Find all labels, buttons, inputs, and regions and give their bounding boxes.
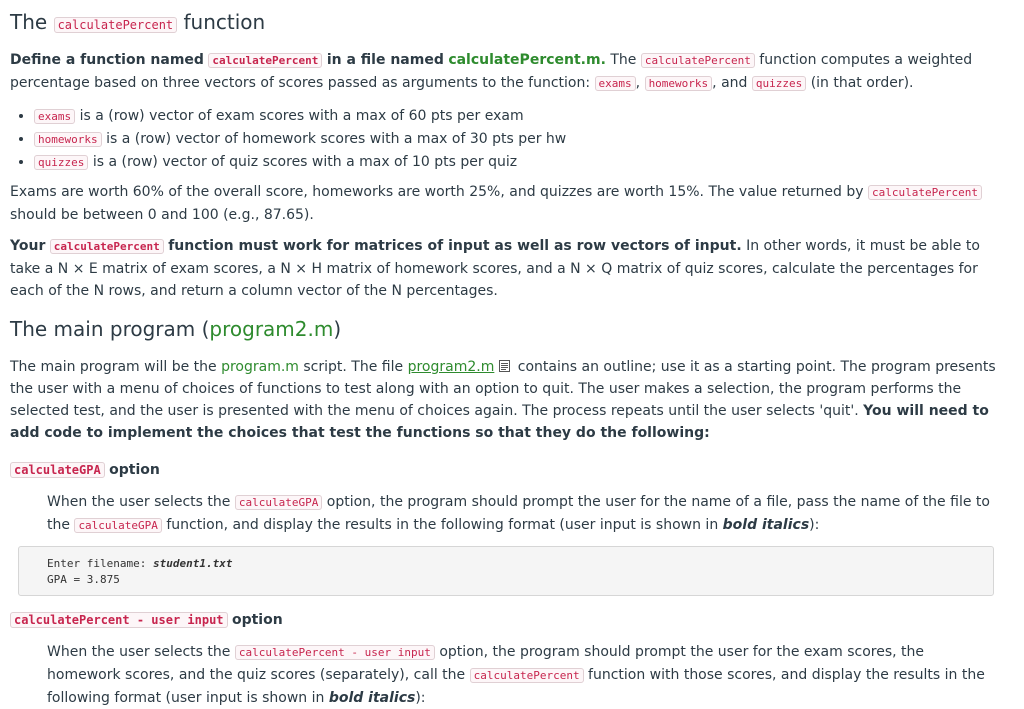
text: function, and display the results in the following format (user input is shown in [166, 517, 719, 533]
weights-paragraph [10, 181, 1000, 226]
inline-code: exams [595, 76, 636, 91]
heading-text: ) [333, 317, 342, 341]
list-item [34, 128, 1024, 151]
gpa-paragraph [47, 491, 997, 537]
text: function with those scores, and display the results in the following format (user input is shown in [47, 667, 985, 706]
text: , [635, 75, 641, 91]
intro-paragraph [10, 49, 1000, 95]
inline-code: calculatePercent [50, 239, 164, 254]
inline-code: quizzes [752, 76, 806, 91]
text: When the user selects the [47, 644, 231, 660]
bold-text: function must work for matrices of input as well as row vectors of input. [168, 238, 742, 254]
heading-text: The [10, 10, 48, 34]
pre-user-input: student1.txt [152, 557, 233, 570]
text: The main program will be the [10, 359, 217, 375]
bold-text: Your [10, 238, 46, 254]
text: The [610, 52, 637, 68]
inline-code: calculatePercent [208, 53, 322, 68]
option-label: option [231, 612, 283, 628]
intro-bold: Define a function named [10, 52, 204, 68]
inline-code: calculatePercent [641, 53, 755, 68]
text: When the user selects the [47, 494, 231, 510]
list-item [34, 151, 1024, 174]
text: option, the program should prompt the user for the name of a file, pass the name of the file to the [47, 494, 990, 533]
percent-paragraph [47, 641, 997, 709]
inline-code: calculatePercent - user input [235, 645, 435, 660]
list-text: is a (row) vector of homework scores with a max of 30 pts per hw [106, 131, 567, 147]
bold-italic-text: bold italics [722, 517, 810, 533]
pre-line [47, 556, 965, 572]
option-label: option [109, 462, 160, 478]
option-code: calculateGPA [10, 462, 105, 478]
text: ): [415, 690, 426, 706]
text: function computes a weighted percentage based on three vectors of scores passed as arguments to the function: [10, 52, 973, 91]
pre-prompt: Enter filename: [47, 557, 153, 570]
heading-text: function [183, 10, 266, 34]
inline-code: homeworks [645, 76, 713, 91]
inline-code: quizzes [34, 155, 88, 170]
calculategpa-option-heading [10, 459, 160, 481]
bold-text: You will need to add code to implement the choices that test the functions so that they do the following: [10, 403, 989, 441]
inline-code: calculatePercent [868, 185, 982, 200]
filename-text: program.m [221, 359, 299, 375]
text: should be between 0 and 100 (e.g., 87.65). [10, 207, 314, 223]
inline-code: calculateGPA [235, 495, 322, 510]
argument-list [10, 105, 1024, 174]
heading-filename: program2.m [209, 317, 334, 341]
document-icon[interactable] [499, 360, 510, 372]
filename-text: calculatePercent.m. [448, 52, 606, 68]
section-heading-main-program [10, 316, 341, 342]
list-text: is a (row) vector of exam scores with a max of 60 pts per exam [79, 108, 524, 124]
list-text: is a (row) vector of quiz scores with a max of 10 pts per quiz [92, 154, 518, 170]
pre-line: GPA = 3.875 [47, 573, 120, 586]
gpa-output-example [18, 546, 994, 596]
option-code: calculatePercent - user input [10, 612, 228, 628]
heading-code: calculatePercent [54, 17, 178, 33]
inline-code: homeworks [34, 132, 102, 147]
text: (in that order). [810, 75, 914, 91]
text: script. The file [303, 359, 404, 375]
section-heading-calculatepercent [10, 9, 265, 38]
main-program-paragraph [10, 356, 1000, 444]
heading-text: The main program ( [10, 317, 210, 341]
inline-code: calculateGPA [74, 518, 161, 533]
intro-bold: in a file named [326, 52, 444, 68]
text: In other words, it must be able to take a N × E matrix of exam scores, a N × H matrix of homework scores, and a N × Q matrix of quiz scores, calculate the percentages for each of the N rows, and return a column vector of the N percentages. [10, 238, 980, 299]
list-item [34, 105, 1024, 128]
text: Exams are worth 60% of the overall score, homeworks are worth 25%, and quizzes are worth 15%. The value returned by [10, 184, 864, 200]
inline-code: calculatePercent [470, 668, 584, 683]
program2-file-link[interactable]: program2.m [407, 359, 495, 375]
text: ): [809, 517, 820, 533]
text: , and [712, 75, 748, 91]
text: option, the program should prompt the user for the exam scores, the homework scores, and the quiz scores (separately), call the [47, 644, 925, 683]
inline-code: exams [34, 109, 75, 124]
bold-italic-text: bold italics [328, 690, 416, 706]
text: contains an outline; use it as a starting point. The program presents the user with a menu of choices of functions to test along with an option to quit. The user makes a selection, the program performs the selected test, and the user is presented with the menu of choices again. The process repeats until the user selects 'quit'. [10, 359, 996, 419]
matrix-paragraph [10, 235, 1000, 302]
calculatepercent-option-heading [10, 609, 283, 631]
